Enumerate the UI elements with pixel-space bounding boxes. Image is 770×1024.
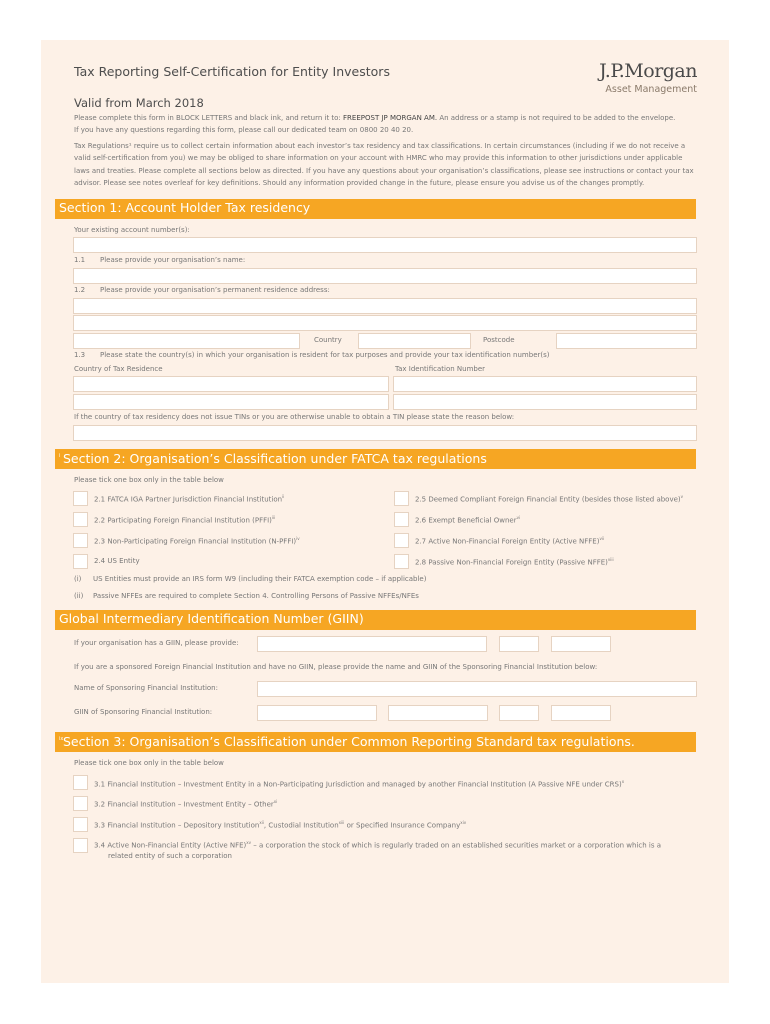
sponsor-giin-part4[interactable] bbox=[551, 705, 611, 721]
address-label: Please provide your organisation’s permanent residence address: bbox=[100, 286, 330, 294]
checkbox-2-2[interactable] bbox=[73, 512, 88, 527]
sponsor-giin-part2[interactable] bbox=[388, 705, 488, 721]
tin-input-2[interactable] bbox=[393, 394, 697, 410]
no-tin-reason-input[interactable] bbox=[73, 425, 697, 441]
tin-input-1[interactable] bbox=[393, 376, 697, 392]
sponsored-fi-instruction: If you are a sponsored Foreign Financial Institution and have no GIIN, please provide the name and GIIN of the Sponsoring Financial Institution below: bbox=[74, 663, 598, 671]
q13-number: 1.3 bbox=[74, 351, 86, 359]
checkbox-2-3[interactable] bbox=[73, 533, 88, 548]
checkbox-3-3[interactable] bbox=[73, 817, 88, 832]
checkbox-3-1[interactable] bbox=[73, 775, 88, 790]
label-2-2: 2.2 Participating Foreign Financial Institution (PFFI)$^{iii}$ bbox=[94, 515, 276, 525]
sponsor-giin-part3[interactable] bbox=[499, 705, 539, 721]
tax-residence-label: Please state the country(s) in which your organisation is resident for tax purposes and provide your tax identification number(s) bbox=[100, 351, 550, 359]
sponsor-name-label: Name of Sponsoring Financial Institution: bbox=[74, 684, 218, 692]
sponsor-giin-label: GIIN of Sponsoring Financial Institution: bbox=[74, 708, 213, 716]
q12-number: 1.2 bbox=[74, 286, 86, 294]
tin-header: Tax Identification Number bbox=[395, 365, 486, 373]
label-2-4: 2.4 US Entity bbox=[94, 557, 140, 565]
account-number-label: Your existing account number(s): bbox=[74, 226, 190, 234]
section2-header: Section 2: Organisation’s Classification under FATCA tax regulations $^i$ bbox=[55, 449, 696, 469]
q11-number: 1.1 bbox=[74, 256, 86, 264]
note-ii-text: Passive NFFEs are required to complete Section 4. Controlling Persons of Passive NFFEs/NFEs bbox=[93, 592, 419, 600]
label-2-8: 2.8 Passive Non-Financial Foreign Entity (Passive NFFE)$^{viii}$ bbox=[415, 557, 614, 567]
label-2-3: 2.3 Non-Participating Foreign Financial Institution (N-PFFI)$^{iv}$ bbox=[94, 536, 300, 546]
label-3-2: 3.2 Financial Institution – Investment Entity – Other$^{xi}$ bbox=[94, 799, 278, 809]
section3-header: Section 3: Organisation’s Classification under Common Reporting Standard tax regulations. $^{ix}$ bbox=[55, 732, 696, 752]
intro-instructions: Please complete this form in BLOCK LETTERS and black ink, and return it to: FREEPOST JP MORGAN AM. An address or a stamp is not required to be added to the envelope. If you have any questions regarding this form, please call our dedicated team on 0800 20 40 20. bbox=[74, 114, 676, 135]
no-tin-label: If the country of tax residency does not issue TINs or you are otherwise unable to obtain a TIN please state the reason below: bbox=[74, 413, 515, 421]
logo-subtitle: Asset Management bbox=[605, 84, 697, 95]
giin-header: Global Intermediary Identification Number (GIIN) bbox=[55, 610, 696, 630]
note-i-text: US Entities must provide an IRS form W9 (including their FATCA exemption code – if applicable) bbox=[93, 575, 427, 583]
org-name-input[interactable] bbox=[73, 268, 697, 284]
checkbox-2-1[interactable] bbox=[73, 491, 88, 506]
note-ii-number: (ii) bbox=[74, 592, 84, 600]
form-title: Tax Reporting Self-Certification for Entity Investors bbox=[74, 64, 390, 79]
giin-input-part3[interactable] bbox=[551, 636, 611, 652]
country-label: Country bbox=[314, 336, 342, 344]
label-3-3: 3.3 Financial Institution – Depository Institution$^{xii}$, Custodial Institution$^{xiii}$ or Specified Insurance Company$^{xiv}$ bbox=[94, 820, 467, 830]
checkbox-2-4[interactable] bbox=[73, 554, 88, 569]
giin-provide-label: If your organisation has a GIIN, please provide: bbox=[74, 639, 239, 647]
label-3-4-continued: related entity of such a corporation bbox=[108, 852, 232, 860]
label-2-6: 2.6 Exempt Beneficial Owner$^{vi}$ bbox=[415, 515, 521, 525]
country-input[interactable] bbox=[358, 333, 471, 349]
giin-input-part2[interactable] bbox=[499, 636, 539, 652]
address-line1-input[interactable] bbox=[73, 298, 697, 314]
label-2-5: 2.5 Deemed Compliant Foreign Financial Entity (besides those listed above)$^v$ bbox=[415, 494, 684, 504]
checkbox-2-6[interactable] bbox=[394, 512, 409, 527]
checkbox-2-8[interactable] bbox=[394, 554, 409, 569]
residence-country-input-2[interactable] bbox=[73, 394, 389, 410]
checkbox-3-2[interactable] bbox=[73, 796, 88, 811]
checkbox-3-4[interactable] bbox=[73, 838, 88, 853]
country-of-residence-header: Country of Tax Residence bbox=[74, 365, 163, 373]
address-line3-input[interactable] bbox=[73, 333, 300, 349]
form-page bbox=[41, 40, 729, 983]
label-3-4: 3.4 Active Non-Financial Entity (Active NFE)$^{xv}$ – a corporation the stock of which is regularly traded on an established securities market or a corporation which is a bbox=[94, 840, 662, 850]
address-line2-input[interactable] bbox=[73, 315, 697, 331]
account-number-input[interactable] bbox=[73, 237, 697, 253]
jpmorgan-logo: J.P.Morgan bbox=[599, 60, 697, 82]
note-i-number: (i) bbox=[74, 575, 82, 583]
section1-header: Section 1: Account Holder Tax residency bbox=[55, 199, 696, 219]
form-subtitle: Valid from March 2018 bbox=[74, 96, 204, 110]
sponsor-giin-part1[interactable] bbox=[257, 705, 377, 721]
postcode-label: Postcode bbox=[483, 336, 515, 344]
intro-paragraph: Tax Regulations¹ require us to collect certain information about each investor’s tax residency and tax classifications. In certain circumstances (including if we do not receive a valid self-certification from you) we may be obliged to share information on your account with HMRC who may provide this information to other jurisdictions under applicable laws and treaties. Please complete all sections below as directed. If you have any questions about your organisation’s classifications, please see instructions or contact your tax advisor. Please see notes overleaf for key definitions. Should any information provided change in the future, please ensure you advise us of the changes promptly. bbox=[74, 142, 694, 187]
checkbox-2-7[interactable] bbox=[394, 533, 409, 548]
postcode-input[interactable] bbox=[556, 333, 697, 349]
section3-instruction: Please tick one box only in the table below bbox=[74, 759, 224, 767]
label-3-1: 3.1 Financial Institution – Investment Entity in a Non-Participating Jurisdiction and managed by another Financial Institution (A Passive NFE under CRS)$^x$ bbox=[94, 779, 625, 789]
giin-input-part1[interactable] bbox=[257, 636, 487, 652]
residence-country-input-1[interactable] bbox=[73, 376, 389, 392]
checkbox-2-5[interactable] bbox=[394, 491, 409, 506]
label-2-1: 2.1 FATCA IGA Partner Jurisdiction Financial Institution$^{ii}$ bbox=[94, 494, 285, 504]
sponsor-name-input[interactable] bbox=[257, 681, 697, 697]
label-2-7: 2.7 Active Non-Financial Foreign Entity (Active NFFE)$^{vii}$ bbox=[415, 536, 605, 546]
section2-instruction: Please tick one box only in the table below bbox=[74, 476, 224, 484]
org-name-label: Please provide your organisation’s name: bbox=[100, 256, 246, 264]
